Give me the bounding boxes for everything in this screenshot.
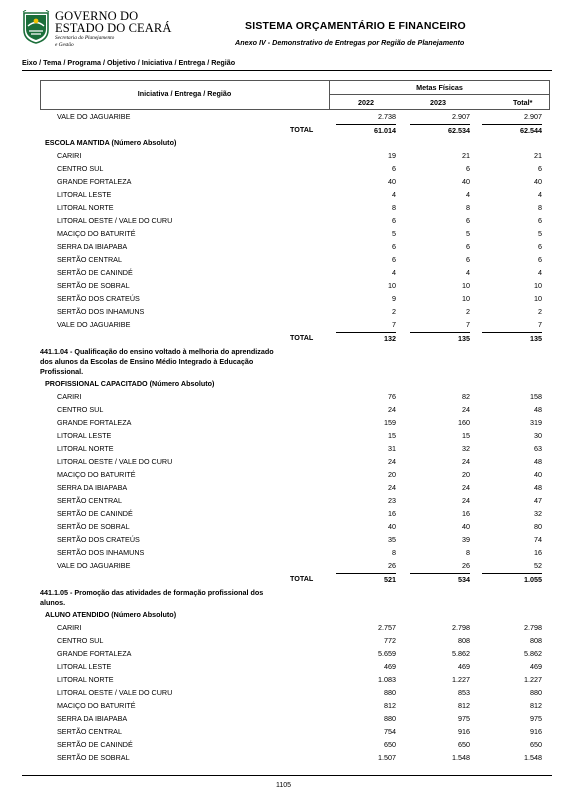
value-total: 812 (530, 701, 542, 710)
value-total: 319 (530, 418, 542, 427)
total-2022: 61.014 (336, 124, 396, 136)
value-2023: 6 (466, 216, 470, 225)
value-2023: 160 (458, 418, 470, 427)
value-total: 6 (538, 255, 542, 264)
value-2023: 5 (466, 229, 470, 238)
value-total: 469 (530, 662, 542, 671)
value-2022: 159 (384, 418, 396, 427)
value-2022: 23 (388, 496, 396, 505)
page-header (0, 0, 567, 62)
value-total: 48 (534, 457, 542, 466)
total-label: TOTAL (290, 125, 314, 134)
value-2022: 8 (392, 548, 396, 557)
value-total: 6 (538, 242, 542, 251)
region-name: SERTÃO DOS INHAMUNS (57, 307, 145, 316)
region-name: SERTÃO DOS INHAMUNS (57, 548, 145, 557)
region-name: SERTÃO DE CANINDÉ (57, 509, 133, 518)
region-name: LITORAL OESTE / VALE DO CURU (57, 457, 173, 466)
value-2022: 6 (392, 242, 396, 251)
value-2023: 469 (458, 662, 470, 671)
value-2022: 8 (392, 203, 396, 212)
value-2023: 975 (458, 714, 470, 723)
value-2023: 16 (462, 509, 470, 518)
region-name: MACIÇO DO BATURITÉ (57, 229, 136, 238)
value-2022: 1.507 (378, 753, 396, 762)
value-2023: 24 (462, 496, 470, 505)
region-name: SERTÃO DE SOBRAL (57, 522, 130, 531)
table-row (40, 149, 550, 162)
value-2022: 31 (388, 444, 396, 453)
value-total: 10 (534, 281, 542, 290)
value-total: 32 (534, 509, 542, 518)
value-2022: 15 (388, 431, 396, 440)
value-total: 808 (530, 636, 542, 645)
initiative-title-line: dos alunos da Escolas de Ensino Médio Integrado à Educação (40, 357, 254, 366)
region-name: CENTRO SUL (57, 405, 104, 414)
region-name: CENTRO SUL (57, 164, 104, 173)
value-2023: 4 (466, 268, 470, 277)
value-2023: 650 (458, 740, 470, 749)
table-row (40, 738, 550, 751)
logo-sub-2: e Gestão (55, 42, 74, 48)
table-row (40, 520, 550, 533)
region-name: SERTÃO DOS CRATEÚS (57, 535, 140, 544)
table-row (40, 214, 550, 227)
value-2022: 26 (388, 561, 396, 570)
region-name: SERTÃO CENTRAL (57, 496, 122, 505)
value-2023: 40 (462, 522, 470, 531)
value-2023: 1.548 (452, 753, 470, 762)
value-2023: 808 (458, 636, 470, 645)
value-total: 158 (530, 392, 542, 401)
value-total: 880 (530, 688, 542, 697)
value-2023: 15 (462, 431, 470, 440)
table-row (40, 318, 550, 331)
value-total: 5.862 (524, 649, 542, 658)
total-row (40, 572, 550, 585)
region-name: GRANDE FORTALEZA (57, 177, 132, 186)
column-header-2022: 2022 (358, 98, 374, 107)
table-row (40, 559, 550, 572)
value-2022: 880 (384, 688, 396, 697)
logo-text (55, 10, 171, 48)
table-row (40, 162, 550, 175)
table-row (40, 673, 550, 686)
value-total: 52 (534, 561, 542, 570)
value-2022: 40 (388, 177, 396, 186)
table-row (40, 481, 550, 494)
region-name: LITORAL NORTE (57, 444, 114, 453)
value-2022: 20 (388, 470, 396, 479)
table-row (40, 292, 550, 305)
total-2023: 534 (410, 573, 470, 585)
value-2023: 10 (462, 281, 470, 290)
ceara-coat-of-arms-icon (22, 10, 50, 44)
initiative-title (40, 585, 290, 608)
value-2023: 1.227 (452, 675, 470, 684)
table-row (40, 468, 550, 481)
value-total: 63 (534, 444, 542, 453)
value-2022: 9 (392, 294, 396, 303)
value-total: 916 (530, 727, 542, 736)
value-2022: 76 (388, 392, 396, 401)
value-total: 16 (534, 548, 542, 557)
region-name: SERTÃO CENTRAL (57, 255, 122, 264)
value-total: 2.907 (524, 112, 542, 121)
table-row (40, 621, 550, 634)
total-label: TOTAL (290, 574, 314, 583)
value-2023: 6 (466, 255, 470, 264)
value-2023: 2.907 (452, 112, 470, 121)
value-total: 6 (538, 216, 542, 225)
value-2023: 916 (458, 727, 470, 736)
value-2022: 6 (392, 164, 396, 173)
region-name: SERRA DA IBIAPABA (57, 483, 128, 492)
column-group-metas-fisicas: Metas Físicas (416, 83, 463, 92)
total-row (40, 331, 550, 344)
table-row (40, 546, 550, 559)
value-2022: 24 (388, 457, 396, 466)
total-row (40, 123, 550, 136)
logo-line-2: ESTADO DO CEARÁ (55, 21, 172, 35)
value-2022: 2.757 (378, 623, 396, 632)
initiative-title-line: Profissional. (40, 367, 84, 376)
value-total: 21 (534, 151, 542, 160)
value-2022: 880 (384, 714, 396, 723)
table-row (40, 279, 550, 292)
total-2022: 132 (336, 332, 396, 344)
value-total: 80 (534, 522, 542, 531)
region-name: VALE DO JAGUARIBE (57, 112, 131, 121)
value-total: 975 (530, 714, 542, 723)
value-2023: 7 (466, 320, 470, 329)
value-total: 7 (538, 320, 542, 329)
table-row (40, 305, 550, 318)
value-2023: 40 (462, 177, 470, 186)
value-2023: 8 (466, 548, 470, 557)
value-total: 2 (538, 307, 542, 316)
logo-line-1: GOVERNO DO (55, 9, 139, 23)
system-title: SISTEMA ORÇAMENTÁRIO E FINANCEIRO (245, 20, 466, 32)
value-2023: 8 (466, 203, 470, 212)
delivery-category: ESCOLA MANTIDA (Número Absoluto) (45, 138, 177, 147)
value-2022: 6 (392, 255, 396, 264)
value-2023: 5.862 (452, 649, 470, 658)
value-2023: 20 (462, 470, 470, 479)
region-name: LITORAL NORTE (57, 203, 114, 212)
region-name: SERTÃO CENTRAL (57, 727, 122, 736)
value-2022: 754 (384, 727, 396, 736)
table-row (40, 699, 550, 712)
total-label: TOTAL (290, 333, 314, 342)
value-2022: 35 (388, 535, 396, 544)
value-total: 5 (538, 229, 542, 238)
region-name: SERTÃO DE SOBRAL (57, 753, 130, 762)
region-name: LITORAL OESTE / VALE DO CURU (57, 216, 173, 225)
region-name: SERRA DA IBIAPABA (57, 714, 128, 723)
value-total: 40 (534, 470, 542, 479)
value-total: 40 (534, 177, 542, 186)
value-total: 1.548 (524, 753, 542, 762)
region-name: VALE DO JAGUARIBE (57, 561, 131, 570)
value-2022: 5 (392, 229, 396, 238)
region-name: SERRA DA IBIAPABA (57, 242, 128, 251)
value-2022: 10 (388, 281, 396, 290)
column-header-2023: 2023 (430, 98, 446, 107)
value-2022: 650 (384, 740, 396, 749)
table-row (40, 442, 550, 455)
value-2023: 24 (462, 483, 470, 492)
value-total: 30 (534, 431, 542, 440)
total-overall: 135 (482, 332, 542, 344)
value-total: 6 (538, 164, 542, 173)
hierarchy-path-label: Eixo / Tema / Programa / Objetivo / Iniciativa / Entrega / Região (22, 58, 236, 67)
table-row (40, 175, 550, 188)
region-name: LITORAL LESTE (57, 431, 112, 440)
region-name: VALE DO JAGUARIBE (57, 320, 131, 329)
value-total: 1.227 (524, 675, 542, 684)
value-total: 4 (538, 268, 542, 277)
region-name: MACIÇO DO BATURITÉ (57, 701, 136, 710)
value-2022: 40 (388, 522, 396, 531)
value-2023: 812 (458, 701, 470, 710)
table-row (40, 507, 550, 520)
total-overall: 62.544 (482, 124, 542, 136)
table-row (40, 533, 550, 546)
value-2022: 2 (392, 307, 396, 316)
value-2023: 2 (466, 307, 470, 316)
value-2022: 4 (392, 190, 396, 199)
value-2022: 4 (392, 268, 396, 277)
region-name: SERTÃO DOS CRATEÚS (57, 294, 140, 303)
value-2022: 5.659 (378, 649, 396, 658)
value-2023: 6 (466, 242, 470, 251)
column-header-total: Total* (513, 98, 533, 107)
region-name: SERTÃO DE CANINDÉ (57, 740, 133, 749)
value-2022: 19 (388, 151, 396, 160)
system-subtitle: Anexo IV - Demonstrativo de Entregas por Região de Planejamento (235, 38, 465, 47)
region-name: CARIRI (57, 623, 82, 632)
table-row (40, 253, 550, 266)
value-2023: 2.798 (452, 623, 470, 632)
page-number: 1105 (275, 782, 292, 789)
region-name: LITORAL LESTE (57, 662, 112, 671)
value-2022: 469 (384, 662, 396, 671)
value-2022: 16 (388, 509, 396, 518)
value-2022: 1.083 (378, 675, 396, 684)
value-2023: 4 (466, 190, 470, 199)
logo-sub-1: Secretaria do Planejamento (55, 35, 115, 41)
table-body (40, 110, 550, 764)
value-2023: 32 (462, 444, 470, 453)
table-row (40, 201, 550, 214)
table-row (40, 429, 550, 442)
value-total: 48 (534, 483, 542, 492)
value-2023: 10 (462, 294, 470, 303)
initiative-title-line: alunos. (40, 598, 66, 607)
table-row (40, 686, 550, 699)
value-2022: 812 (384, 701, 396, 710)
value-total: 2.798 (524, 623, 542, 632)
value-total: 47 (534, 496, 542, 505)
table-row (40, 647, 550, 660)
value-total: 8 (538, 203, 542, 212)
value-2023: 853 (458, 688, 470, 697)
region-name: LITORAL OESTE / VALE DO CURU (57, 688, 173, 697)
value-2023: 21 (462, 151, 470, 160)
region-name: CENTRO SUL (57, 636, 104, 645)
initiative-title-line: 441.1.04 - Qualificação do ensino voltado à melhoria do aprendizado (40, 347, 274, 356)
region-name: LITORAL LESTE (57, 190, 112, 199)
table-row (40, 494, 550, 507)
total-overall: 1.055 (482, 573, 542, 585)
region-name: MACIÇO DO BATURITÉ (57, 470, 136, 479)
value-2023: 24 (462, 405, 470, 414)
value-total: 48 (534, 405, 542, 414)
divider (22, 70, 552, 71)
total-2023: 135 (410, 332, 470, 344)
initiative-title-line: 441.1.05 - Promoção das atividades de formação profissional dos (40, 588, 264, 597)
table-row (40, 455, 550, 468)
region-name: LITORAL NORTE (57, 675, 114, 684)
value-2022: 24 (388, 405, 396, 414)
delivery-category: ALUNO ATENDIDO (Número Absoluto) (45, 610, 177, 619)
total-2023: 62.534 (410, 124, 470, 136)
table-row (40, 660, 550, 673)
table-row (40, 227, 550, 240)
value-2023: 39 (462, 535, 470, 544)
value-total: 650 (530, 740, 542, 749)
region-name: SERTÃO DE SOBRAL (57, 281, 130, 290)
value-2022: 2.738 (378, 112, 396, 121)
value-2023: 24 (462, 457, 470, 466)
value-2022: 772 (384, 636, 396, 645)
table-row (40, 634, 550, 647)
value-2023: 26 (462, 561, 470, 570)
value-total: 10 (534, 294, 542, 303)
table-row (40, 751, 550, 764)
table-row (40, 712, 550, 725)
value-2023: 82 (462, 392, 470, 401)
region-name: CARIRI (57, 151, 82, 160)
table-row (40, 416, 550, 429)
value-2022: 24 (388, 483, 396, 492)
value-2023: 6 (466, 164, 470, 173)
region-name: GRANDE FORTALEZA (57, 649, 132, 658)
footer-divider (22, 775, 552, 776)
table-row (40, 390, 550, 403)
column-header-initiative: Iniciativa / Entrega / Região (137, 89, 232, 98)
region-name: GRANDE FORTALEZA (57, 418, 132, 427)
table-row (40, 403, 550, 416)
header-divider-horizontal (329, 94, 550, 95)
value-total: 4 (538, 190, 542, 199)
region-name: SERTÃO DE CANINDÉ (57, 268, 133, 277)
value-total: 74 (534, 535, 542, 544)
table-row (40, 240, 550, 253)
total-2022: 521 (336, 573, 396, 585)
initiative-title (40, 344, 290, 377)
table-row (40, 725, 550, 738)
value-2022: 6 (392, 216, 396, 225)
value-2022: 7 (392, 320, 396, 329)
table-row (40, 266, 550, 279)
region-name: CARIRI (57, 392, 82, 401)
delivery-category: PROFISSIONAL CAPACITADO (Número Absoluto) (45, 379, 215, 388)
table-row (40, 110, 550, 123)
table-row (40, 188, 550, 201)
